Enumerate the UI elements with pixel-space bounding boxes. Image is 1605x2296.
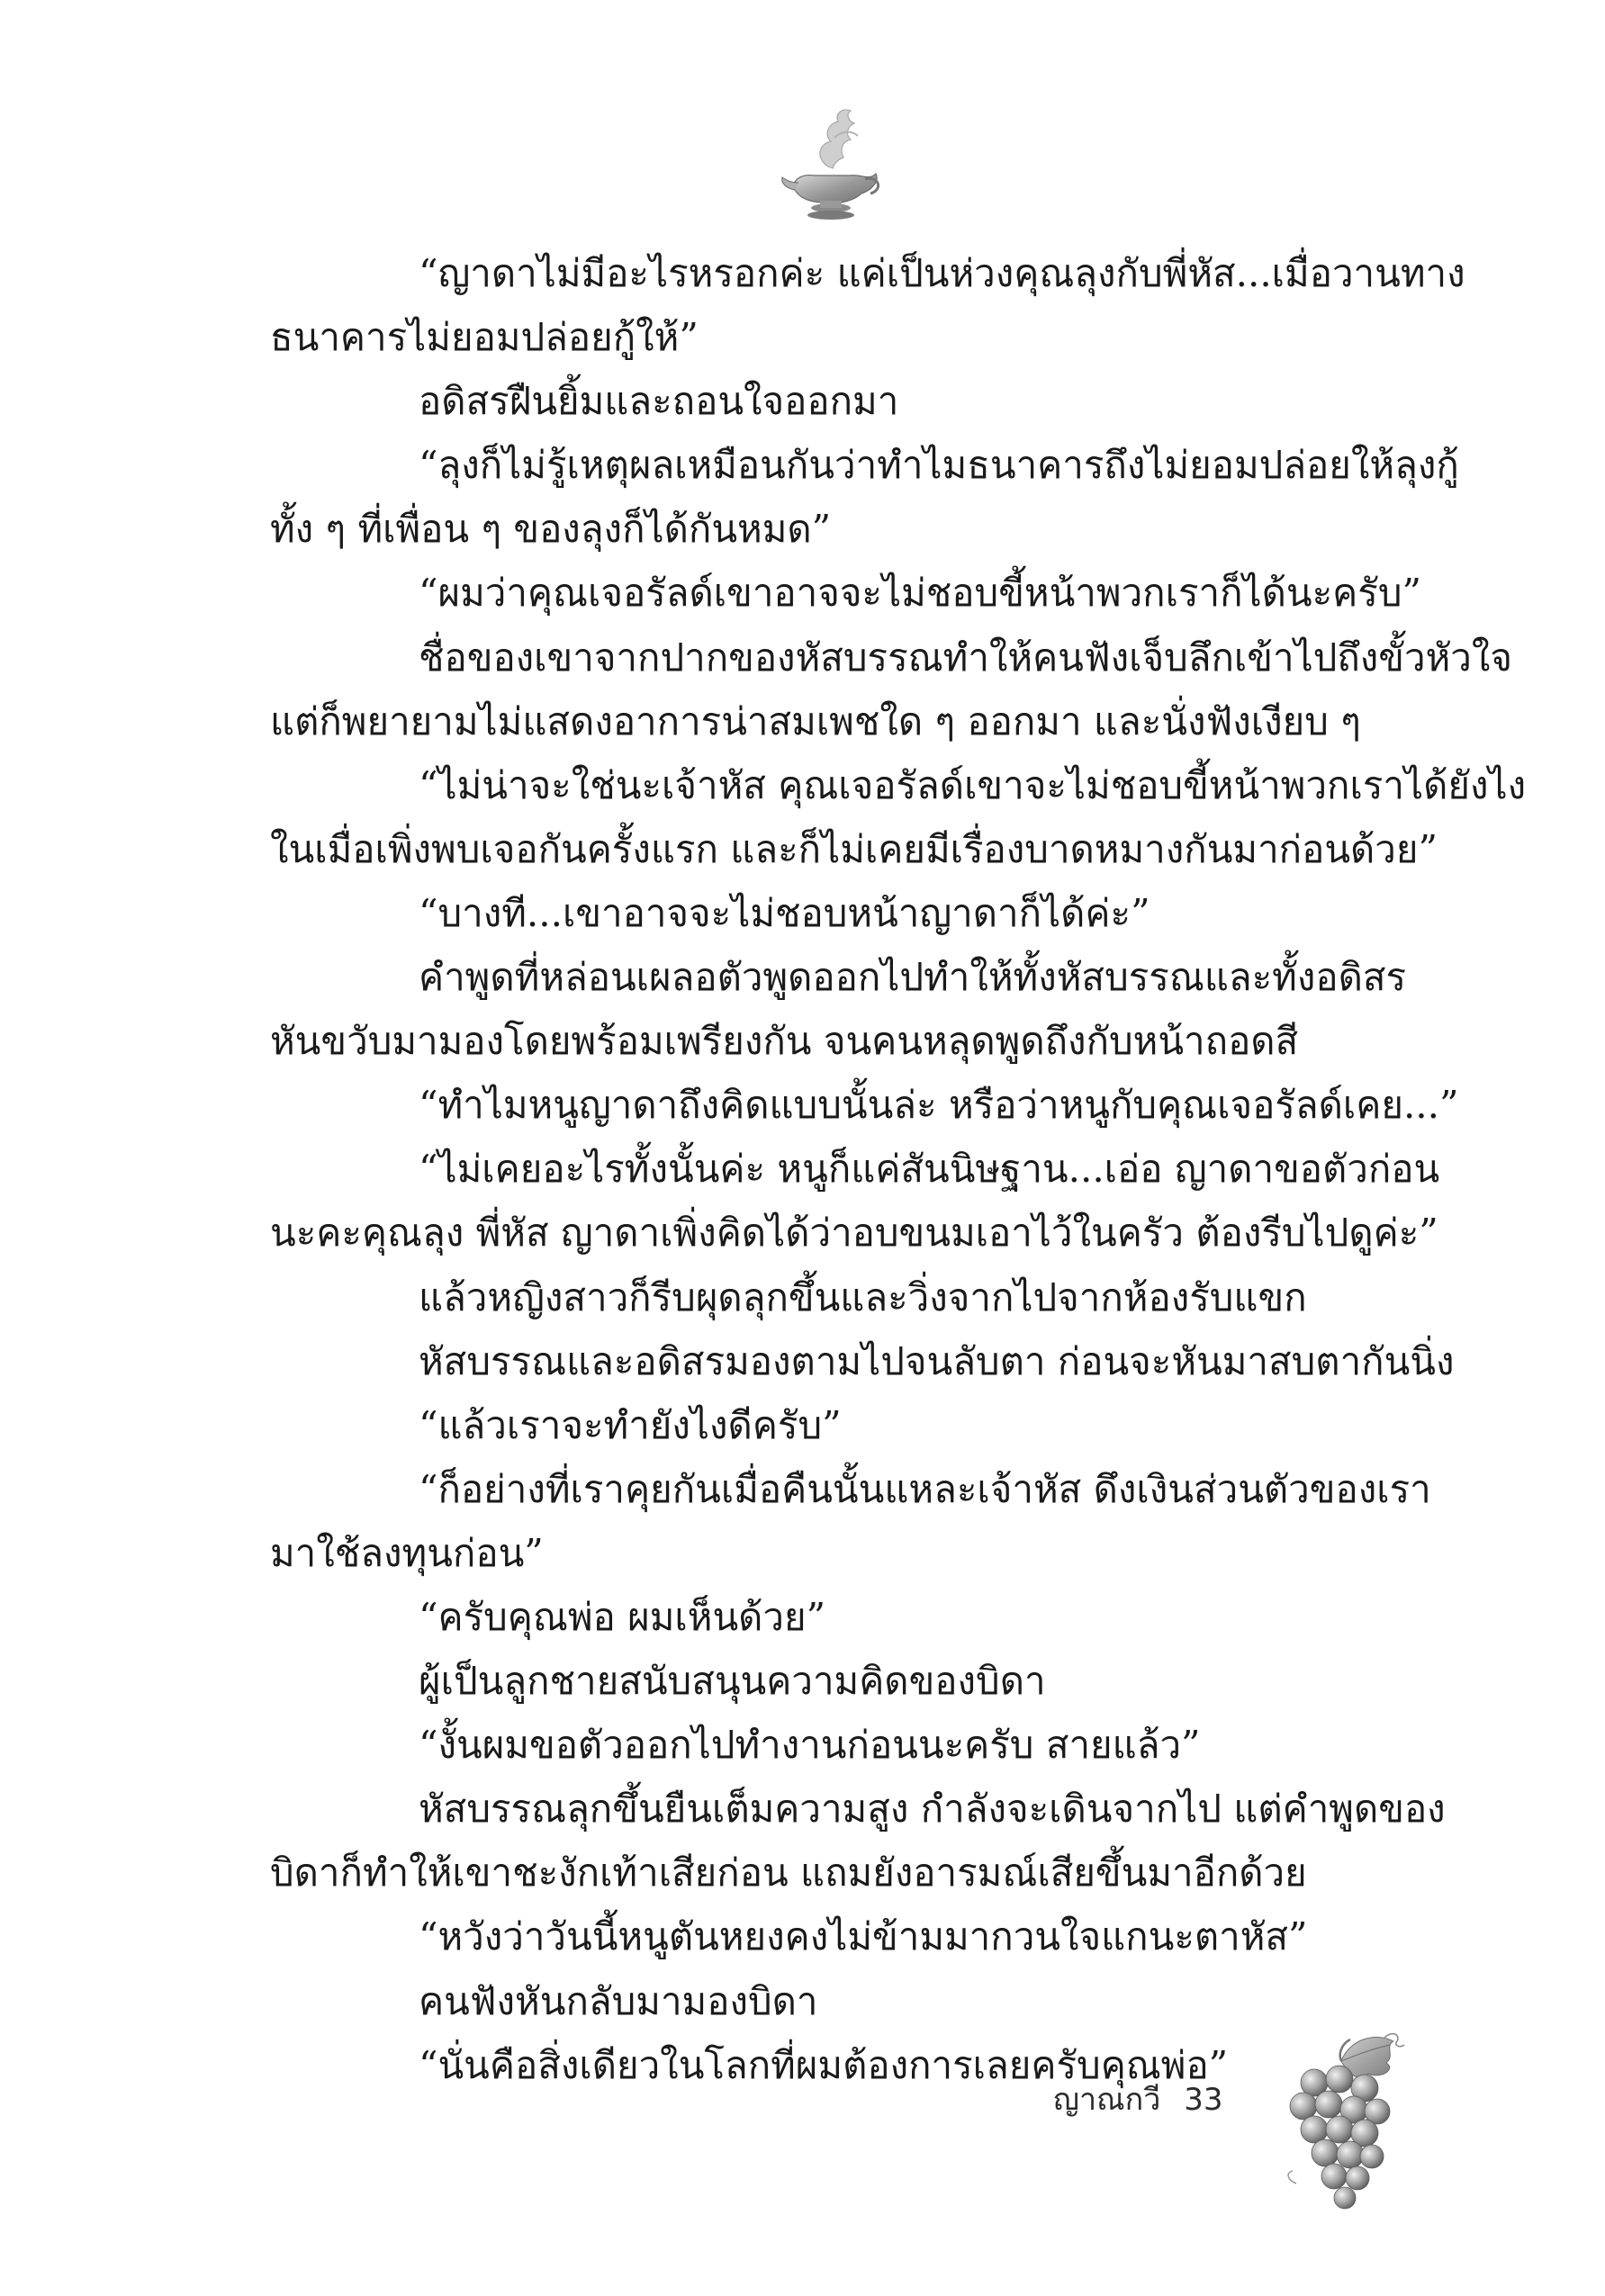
text-line: แต่ก็พยายามไม่แสดงอาการน่าสมเพชใด ๆ ออกมา และนั่งฟังเงียบ ๆ: [270, 698, 1361, 743]
text-line: “ลุงก็ไม่รู้เหตุผลเหมือนกันว่าทำไมธนาคารถึงไม่ยอมปล่อยให้ลุงกู้: [419, 443, 1459, 488]
text-line: มาใช้ลงทุนก่อน”: [270, 1530, 544, 1575]
text-line: “ญาดาไม่มีอะไรหรอกค่ะ แค่เป็นห่วงคุณลุงกับพี่หัส...เมื่อวานทาง: [419, 251, 1465, 295]
page-number: 33: [1184, 2082, 1223, 2118]
text-line: “ครับคุณพ่อ ผมเห็นด้วย”: [419, 1594, 826, 1639]
text-line: “บางที...เขาอาจจะไม่ชอบหน้าญาดาก็ได้ค่ะ”: [419, 890, 1150, 935]
text-line: “ไม่เคยอะไรทั้งนั้นค่ะ หนูก็แค่สันนิษฐาน...เอ่อ ญาดาขอตัวก่อน: [419, 1147, 1440, 1192]
text-line: ชื่อของเขาจากปากของหัสบรรณทำให้คนฟังเจ็บลึกเข้าไปถึงขั้วหัวใจ: [419, 635, 1512, 680]
text-line: บิดาก็ทำให้เขาชะงักเท้าเสียก่อน แถมยังอารมณ์เสียขึ้นมาอีกด้วย: [270, 1850, 1307, 1895]
text-line: “นั่นคือสิ่งเดียวในโลกที่ผมต้องการเลยครับคุณพ่อ”: [419, 2042, 1229, 2087]
author-name: ญาณกวี: [1053, 2082, 1161, 2118]
text-line: ในเมื่อเพิ่งพบเจอกันครั้งแรก และก็ไม่เคยมีเรื่องบาดหมางกันมาก่อนด้วย”: [270, 826, 1438, 871]
text-line: “ผมว่าคุณเจอรัลด์เขาอาจจะไม่ชอบขี้หน้าพวกเราก็ได้นะครับ”: [419, 571, 1421, 616]
text-line: คนฟังหันกลับมามองบิดา: [419, 1978, 818, 2023]
body-text: [270, 241, 1527, 2097]
genie-lamp-icon: [779, 104, 887, 230]
text-line: แล้วหญิงสาวก็รีบผุดลุกขึ้นและวิ่งจากไปจากห้องรับแขก: [419, 1274, 1307, 1319]
text-line: “งั้นผมขอตัวออกไปทำงานก่อนนะครับ สายแล้ว”: [419, 1723, 1201, 1768]
text-line: ทั้ง ๆ ที่เพื่อน ๆ ของลุงก็ได้กันหมด”: [270, 507, 832, 552]
text-line: หันขวับมามองโดยพร้อมเพรียงกัน จนคนหลุดพูดถึงกับหน้าถอดสี: [270, 1019, 1299, 1064]
text-line: หัสบรรณลุกขึ้นยืนเต็มความสูง กำลังจะเดินจากไป แต่คำพูดของ: [419, 1787, 1446, 1832]
text-line: “ก็อย่างที่เราคุยกันเมื่อคืนนั้นแหละเจ้าหัส ดึงเงินส่วนตัวของเรา: [419, 1466, 1431, 1511]
text-line: นะคะคุณลุง พี่หัส ญาดาเพิ่งคิดได้ว่าอบขนมเอาไว้ในครัว ต้องรีบไปดูค่ะ”: [270, 1211, 1438, 1256]
text-line: “ไม่น่าจะใช่นะเจ้าหัส คุณเจอรัลด์เขาจะไม่ชอบขี้หน้าพวกเราได้ยังไง: [419, 762, 1527, 807]
text-line: หัสบรรณและอดิสรมองตามไปจนลับตา ก่อนจะหันมาสบตากันนิ่ง: [419, 1338, 1455, 1383]
page-footer: [1053, 2075, 1269, 2129]
text-line: ธนาคารไม่ยอมปล่อยกู้ให้”: [270, 315, 699, 360]
grapes-icon: [1278, 2025, 1413, 2214]
text-line: “แล้วเราจะทำยังไงดีครับ”: [419, 1402, 842, 1447]
text-line: “ทำไมหนูญาดาถึงคิดแบบนั้นล่ะ หรือว่าหนูกับคุณเจอรัลด์เคย...”: [419, 1083, 1459, 1128]
text-line: อดิสรฝืนยิ้มและถอนใจออกมา: [419, 379, 899, 424]
text-line: คำพูดที่หล่อนเผลอตัวพูดออกไปทำให้ทั้งหัสบรรณและทั้งอดิสร: [419, 955, 1407, 1000]
text-line: “หวังว่าวันนี้หนูตันหยงคงไม่ข้ามมากวนใจแกนะตาหัส”: [419, 1914, 1308, 1959]
text-line: ผู้เป็นลูกชายสนับสนุนความคิดของบิดา: [419, 1659, 1046, 1704]
